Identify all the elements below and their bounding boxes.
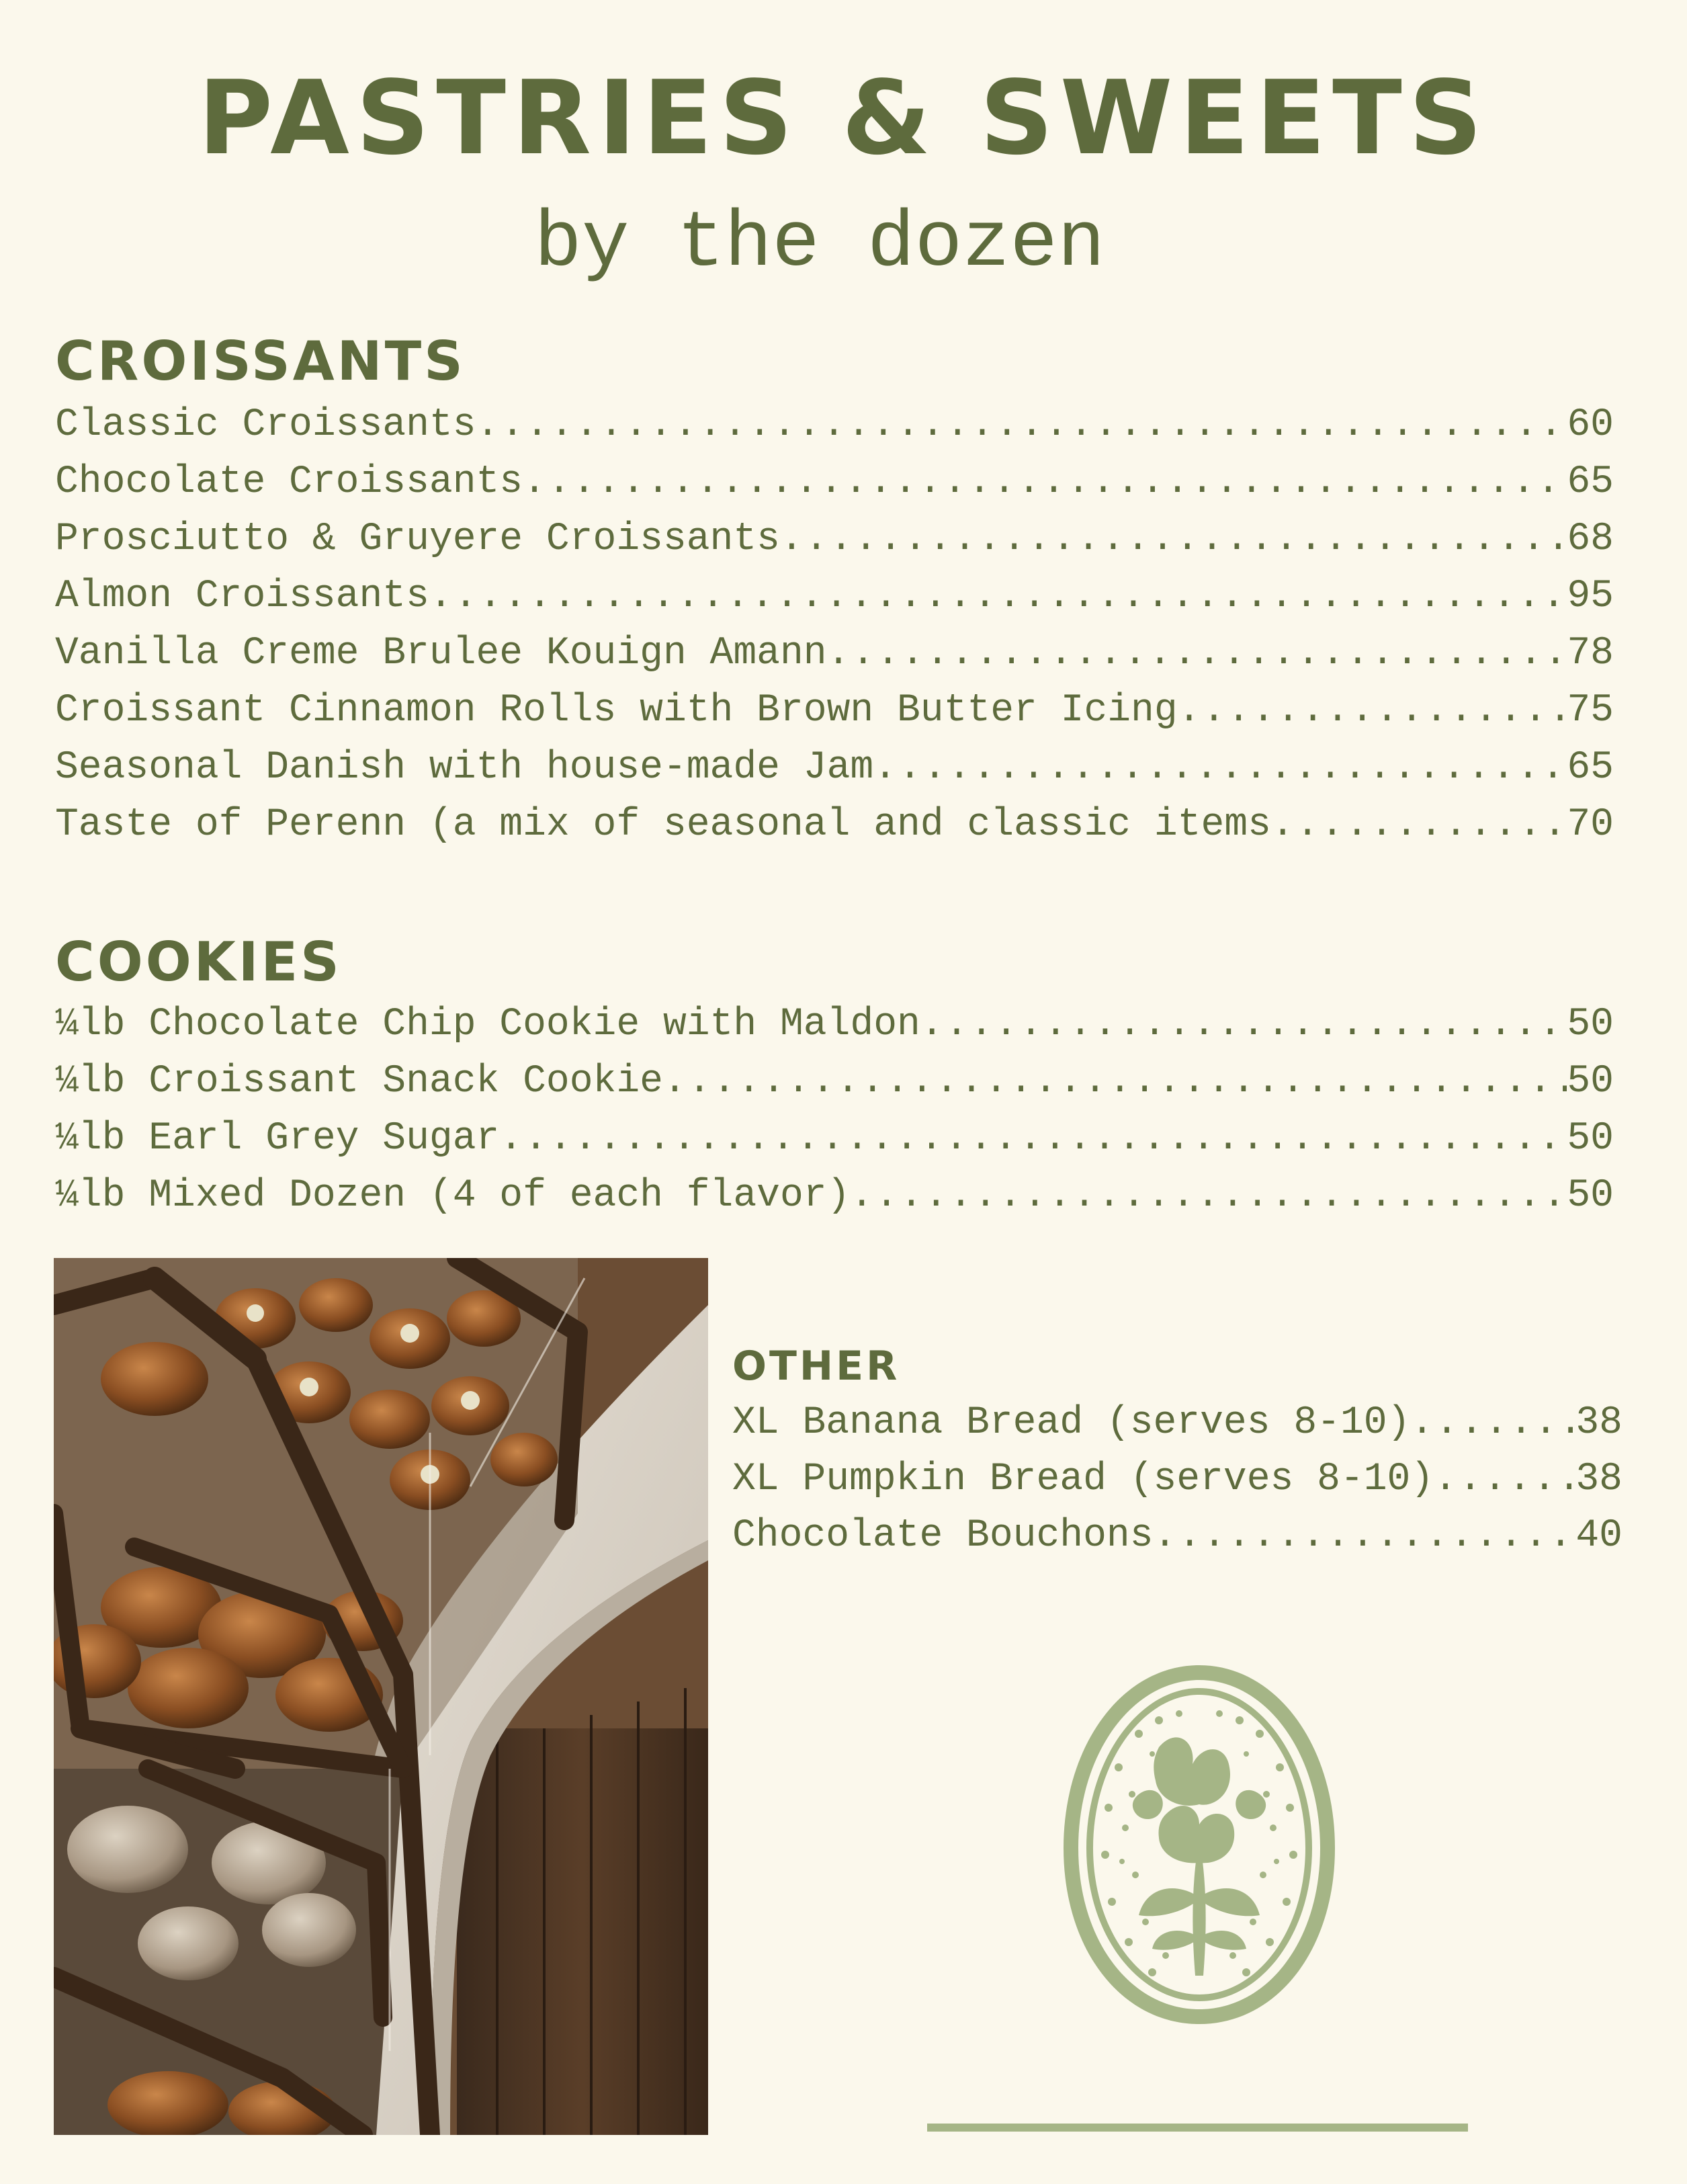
page-subtitle: by the dozen — [534, 200, 1105, 289]
item-name: XL Banana Bread (serves 8-10) — [732, 1401, 1411, 1445]
menu-item — [55, 403, 1614, 460]
item-price: 38 — [1575, 1458, 1623, 1501]
item-name: ¼lb Earl Grey Sugar — [55, 1117, 500, 1161]
menu-item — [732, 1514, 1623, 1570]
item-price: 40 — [1575, 1514, 1623, 1558]
item-price: 65 — [1567, 460, 1614, 504]
item-price: 50 — [1567, 1117, 1614, 1161]
floral-oval-emblem-icon — [1058, 1660, 1340, 2029]
menu-item — [55, 689, 1614, 746]
menu-item — [732, 1401, 1623, 1458]
menu-item — [55, 460, 1614, 517]
dot-leader — [850, 1174, 1567, 1218]
dot-leader — [1154, 1514, 1576, 1558]
item-price: 50 — [1567, 1174, 1614, 1218]
item-price: 68 — [1567, 517, 1614, 561]
divider-line — [927, 2124, 1468, 2132]
menu-item — [55, 1060, 1614, 1117]
menu-item — [55, 632, 1614, 689]
item-name: ¼lb Chocolate Chip Cookie with Maldon — [55, 1003, 920, 1046]
item-price: 70 — [1567, 803, 1614, 847]
menu-item — [55, 1174, 1614, 1231]
item-price: 65 — [1567, 746, 1614, 790]
item-name: Vanilla Creme Brulee Kouign Amann — [55, 632, 827, 675]
dot-leader — [476, 403, 1567, 447]
item-name: Classic Croissants — [55, 403, 476, 447]
item-price: 50 — [1567, 1060, 1614, 1103]
item-name: XL Pumpkin Bread (serves 8-10) — [732, 1458, 1434, 1501]
dot-leader — [1271, 803, 1567, 847]
dot-leader — [429, 575, 1567, 618]
dot-leader — [827, 632, 1567, 675]
menu-item — [55, 1003, 1614, 1060]
croissants-list — [55, 403, 1614, 860]
menu-item — [55, 575, 1614, 632]
dot-leader — [663, 1060, 1567, 1103]
menu-item — [55, 517, 1614, 575]
dot-leader — [1434, 1458, 1575, 1501]
croissants-heading: CROISSANTS — [55, 330, 466, 392]
item-name: ¼lb Mixed Dozen (4 of each flavor) — [55, 1174, 851, 1218]
item-price: 95 — [1567, 575, 1614, 618]
page-title: PASTRIES & SWEETS — [198, 58, 1489, 177]
cookies-list — [55, 1003, 1614, 1231]
item-name: Prosciutto & Gruyere Croissants — [55, 517, 780, 561]
dot-leader — [920, 1003, 1567, 1046]
other-heading: OTHER — [732, 1343, 900, 1390]
cookies-heading: COOKIES — [55, 931, 342, 993]
item-name: Seasonal Danish with house-made Jam — [55, 746, 874, 790]
item-name: Croissant Cinnamon Rolls with Brown Butter Icing — [55, 689, 1178, 732]
item-price: 60 — [1567, 403, 1614, 447]
dot-leader — [1410, 1401, 1575, 1445]
item-price: 38 — [1575, 1401, 1623, 1445]
item-price: 50 — [1567, 1003, 1614, 1046]
menu-item — [55, 1117, 1614, 1174]
other-list — [732, 1401, 1623, 1570]
menu-item — [55, 746, 1614, 803]
item-name: Chocolate Bouchons — [732, 1514, 1154, 1558]
item-price: 78 — [1567, 632, 1614, 675]
pastry-display-photo — [54, 1258, 708, 2135]
menu-item — [732, 1458, 1623, 1514]
dot-leader — [873, 746, 1567, 790]
dot-leader — [499, 1117, 1567, 1161]
dot-leader — [780, 517, 1567, 561]
item-name: Taste of Perenn (a mix of seasonal and classic items — [55, 803, 1271, 847]
menu-item — [55, 803, 1614, 860]
item-name: Almon Croissants — [55, 575, 429, 618]
item-name: ¼lb Croissant Snack Cookie — [55, 1060, 663, 1103]
dot-leader — [523, 460, 1567, 504]
item-name: Chocolate Croissants — [55, 460, 523, 504]
dot-leader — [1178, 689, 1567, 732]
item-price: 75 — [1567, 689, 1614, 732]
